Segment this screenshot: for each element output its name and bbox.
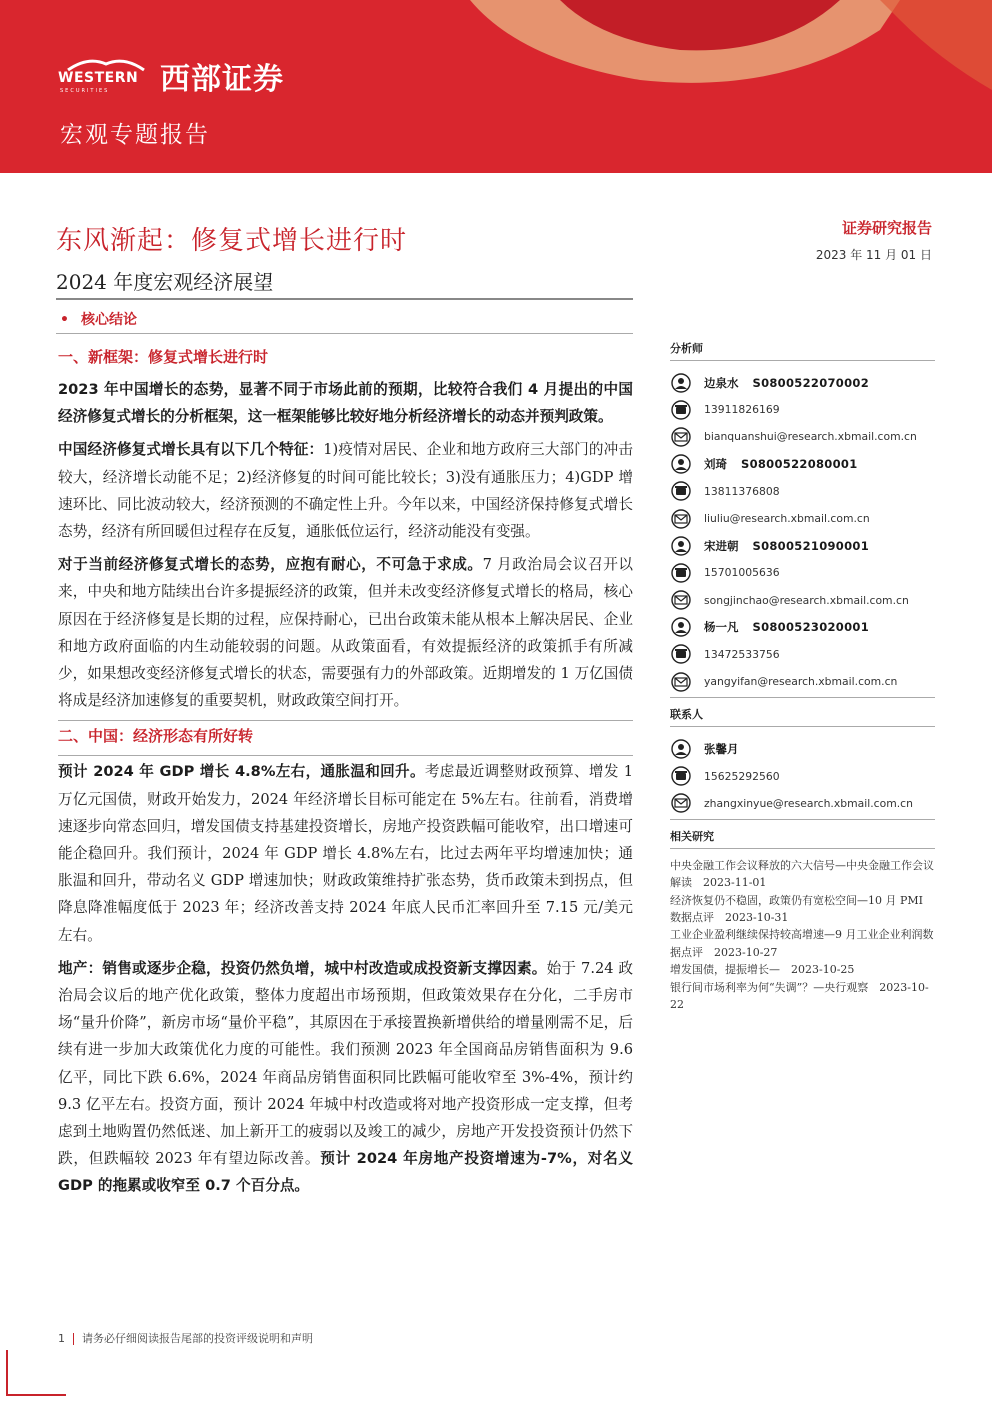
phone-row: 13811376808 <box>670 478 935 505</box>
sidebar-divider <box>670 726 935 727</box>
footer-separator <box>73 1333 74 1345</box>
phone-icon <box>670 644 692 664</box>
paragraph: 对于当前经济修复式增长的态势，应抱有耐心，不可急于求成。7 月政治局会议召开以来，中央和地方陆续出台许多提振经济的政策，但并未改变经济修复式增长的格局，核心原因在于经济修复是长期的过程，应保持耐心，已出台政策未能从根本上解决居民、企业和地方政府面临的内生动能较弱的问题。从政策面看，有效提振经济的政策抓手有所减少，如果想改变经济修复式增长的状态，需要强有力的外部政策。近期增发的 1 万亿国债将成是经济加速修复的重要契机，财政政策空间打开。 <box>58 556 633 710</box>
related-research-item[interactable]: 增发国债，提振增长— 2023-10-25 <box>670 963 855 977</box>
report-title: 东风渐起：修复式增长进行时 <box>56 226 408 256</box>
main-content <box>58 344 633 1206</box>
sidebar-divider <box>670 848 935 849</box>
email-row: liuliu@research.xbmail.com.cn <box>670 505 935 532</box>
sidebar-divider <box>670 697 935 698</box>
mail-icon <box>670 509 692 529</box>
phone-row: 13911826169 <box>670 396 935 423</box>
paragraph: 中国经济修复式增长具有以下几个特征：1)疫情对居民、企业和地方政府三大部门的冲击较大，经济增长动能不足；2)经济修复的时间可能比较长；3)没有通胀压力；4)GDP 增速环比、同比波动较大，经济预测的不确定性上升。今年以来，中国经济保持修复式增长态势，经济有所回暖但过程存在反复，通胀低位运行，经济动能没有变强。 <box>58 441 633 541</box>
page-footer <box>58 1330 313 1346</box>
phone-row: 15701005636 <box>670 559 935 586</box>
analyst-row: 刘琦 S0800522080001 <box>670 451 935 478</box>
report-type: 宏观专题报告 <box>60 122 210 148</box>
related-research-item[interactable]: 银行间市场利率为何“失调”？—央行观察 2023-10-22 <box>670 980 929 1012</box>
page-number: 1 <box>58 1332 65 1345</box>
section-heading: 一、新框架：修复式增长进行时 <box>58 348 269 366</box>
footer-disclaimer: 请务必仔细阅读报告尾部的投资评级说明和声明 <box>82 1332 313 1345</box>
bullet-icon: • <box>60 312 69 328</box>
section-divider <box>58 755 633 756</box>
sidebar-divider <box>670 819 935 820</box>
mail-icon <box>670 590 692 610</box>
logo-english-sub: SECURITIES <box>60 88 110 94</box>
section-heading: 二、中国：经济形态有所好转 <box>58 727 254 746</box>
person-icon <box>670 373 692 393</box>
core-conclusion-label: • 核心结论 <box>60 312 137 328</box>
paragraph: 地产：销售或逐步企稳，投资仍然负增，城中村改造或成投资新支撑因素。始于 7.24 政治局会议后的地产优化政策，整体力度超出市场预期，但政策效果存在分化，二手房市场“量升价降”，新房市场“量价平稳”，其原因在于承接置换新增供给的增量刚需不足，后续有进一步加大政策优化力度的可能性。我们预测 2023 年全国商品房销售面积为 9.6 亿平，同比下跌 6.6%，2024 年商品房销售面积同比跌幅可能收窄至 3%-4%，预计约 9.3 亿平左右。投资方面，预计 2024 年城中村改造或将对地产投资形成一定支撑，但考虑到土地购置仍然低迷、加上新开工的疲弱以及竣工的减少，房地产开发投资预计仍然下跌，但跌幅较 2023 年有望边际改善。预计 2024 年房地产投资增速为-7%，对名义 GDP 的拖累或收窄至 0.7 个百分点。 <box>58 959 633 1195</box>
paragraph: 预计 2024 年 GDP 增长 4.8%左右，通胀温和回升。考虑最近调整财政预算、增发 1 万亿元国债，财政开始发力，2024 年经济增长目标可能定在 5%左右。往前看，消费增速逐步向常态回归，增发国债支持基建投资增长，房地产投资跌幅可能收窄，出口增速可能企稳回升。我们预计，2024 年 GDP 增长 4.8%左右，比过去两年平均增速加快；通胀温和回升，带动名义 GDP 增速加快；财政政策维持扩张态势，货币政策未到拐点，但降息降准幅度低于 2023 年；经济改善支持 2024 年底人民币汇率回升至 7.15 元/美元左右。 <box>58 763 633 944</box>
mail-icon <box>670 427 692 447</box>
phone-icon <box>670 400 692 420</box>
sidebar <box>670 334 935 1013</box>
email-row: zhangxinyue@research.xbmail.com.cn <box>670 790 935 817</box>
logo-chinese: 西部证券 <box>160 62 284 97</box>
person-icon <box>670 617 692 637</box>
contact-row: 张馨月 <box>670 735 935 762</box>
mail-icon <box>670 672 692 692</box>
mail-icon <box>670 793 692 813</box>
paragraph: 2023 年中国增长的态势，显著不同于市场此前的预期，比较符合我们 4 月提出的中国经济修复式增长的分析框架，这一框架能够比较好地分析经济增长的动态并预判政策。 <box>58 381 633 426</box>
phone-icon <box>670 563 692 583</box>
email-row: yangyifan@research.xbmail.com.cn <box>670 668 935 695</box>
logo-english: WESTERN <box>58 70 139 86</box>
title-divider <box>56 298 633 300</box>
related-research-item[interactable]: 经济恢复仍不稳固，政策仍有宽松空间—10 月 PMI 数据点评 2023-10-31 <box>670 893 923 925</box>
report-subtitle: 2024 年度宏观经济展望 <box>56 270 274 294</box>
contact-heading: 联系人 <box>670 708 703 722</box>
phone-row: 13472533756 <box>670 641 935 668</box>
related-research-item[interactable]: 中央金融工作会议释放的六大信号—中央金融工作会议解读 2023-11-01 <box>670 858 934 890</box>
related-research-item[interactable]: 工业企业盈利继续保持较高增速—9 月工业企业利润数据点评 2023-10-27 <box>670 928 934 959</box>
report-tag: 证券研究报告 <box>841 219 932 237</box>
sidebar-divider <box>670 360 935 361</box>
core-divider <box>56 333 633 334</box>
analyst-block <box>670 369 935 695</box>
company-logo <box>58 54 284 98</box>
header-banner <box>0 0 992 173</box>
analyst-row: 边泉水 S0800522070002 <box>670 369 935 396</box>
phone-icon <box>670 766 692 786</box>
related-research-heading: 相关研究 <box>670 829 714 843</box>
person-icon <box>670 739 692 759</box>
email-row: bianquanshui@research.xbmail.com.cn <box>670 423 935 450</box>
phone-row: 15625292560 <box>670 762 935 789</box>
analyst-row: 杨一凡 S0800523020001 <box>670 614 935 641</box>
section-divider <box>58 720 633 721</box>
corner-decoration <box>6 1350 66 1396</box>
report-date: 2023 年 11 月 01 日 <box>815 248 932 262</box>
person-icon <box>670 536 692 556</box>
related-research-list <box>670 857 935 1014</box>
analyst-row: 宋进朝 S0800521090001 <box>670 532 935 559</box>
analyst-heading: 分析师 <box>670 342 703 355</box>
person-icon <box>670 454 692 474</box>
phone-icon <box>670 481 692 501</box>
email-row: songjinchao@research.xbmail.com.cn <box>670 587 935 614</box>
